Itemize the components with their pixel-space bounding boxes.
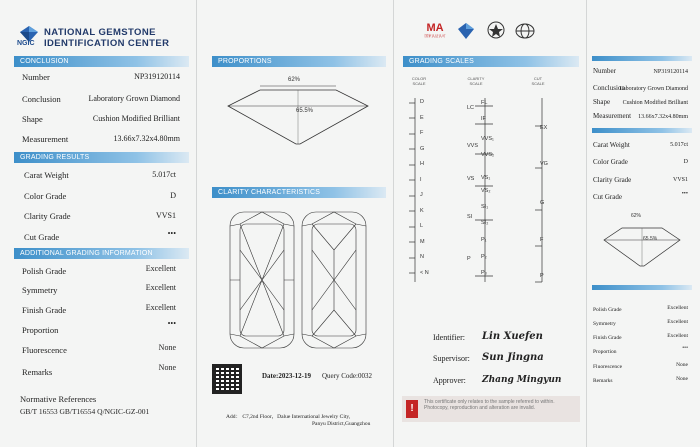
identifier-signature: Lin Xuefen: [482, 331, 543, 342]
card-measurement-label: Measurement: [593, 112, 632, 120]
supervisor-label: Supervisor:: [433, 354, 470, 363]
fold-line: [586, 0, 587, 447]
polish-label: Polish Grade: [22, 266, 67, 276]
approver-signature: Zhang Mingyun: [482, 375, 562, 385]
shape-value: Cushion Modified Brilliant: [92, 114, 180, 123]
section-grading-scales: GRADING SCALES: [403, 56, 579, 67]
card-clarity-label: Clarity Grade: [593, 176, 632, 184]
supervisor-signature: Sun Jingna: [482, 352, 544, 363]
clarity-grade: VS₂: [481, 188, 491, 194]
number-label: Number: [22, 72, 50, 82]
card-finish-label: Finish Grade: [593, 335, 622, 341]
measurement-value: 13.66x7.32x4.80mm: [113, 134, 180, 143]
fluorescence-value: None: [158, 343, 176, 352]
notice-box: [402, 396, 580, 422]
number-value: NP319120114: [134, 72, 180, 81]
color-grade: E: [420, 114, 424, 121]
card-shape-label: Shape: [593, 98, 611, 106]
section-proportions: PROPORTIONS: [212, 56, 386, 67]
section-clarity: CLARITY CHARACTERISTICS: [212, 187, 386, 198]
symmetry-value: Excellent: [145, 283, 176, 292]
clarity-grade: IF: [481, 116, 486, 122]
address-line1: Add： C7,2nd Floor，Dalue International Jewelry City,: [226, 414, 351, 420]
proportion-label: Proportion: [22, 325, 59, 335]
cut-scale-caption: CUT SCALE: [531, 76, 545, 86]
depth-percent: 65.5%: [296, 108, 314, 114]
normative-refs: GB/T 16553 GB/T16554 Q/NGIC-GZ-001: [20, 407, 150, 416]
conclusion-value: Laboratory Grown Diamond: [88, 94, 180, 103]
normative-title: Normative References: [20, 394, 97, 404]
color-grade: M: [420, 238, 425, 245]
clarity-grade: VVS₂: [481, 152, 495, 158]
clarity-grade: P₃: [481, 270, 487, 276]
fold-line: [196, 0, 197, 447]
address-line2: Panyu District,Guangzhou: [312, 421, 371, 427]
clarity-group: LC: [467, 105, 475, 111]
clarity-group: VS: [467, 176, 475, 182]
clarity-scale-caption: CLARITY SCALE: [467, 76, 485, 86]
card-polish-label: Polish Grade: [593, 307, 622, 313]
ma-badge-icon: MA 国家认证认可: [424, 22, 446, 38]
carat-label: Carat Weight: [24, 170, 69, 180]
color-value: D: [170, 191, 176, 200]
card-symmetry: Excellent: [667, 319, 688, 325]
section-grading-results: GRADING RESULTS: [14, 152, 189, 163]
card-cut-label: Cut Grade: [593, 193, 622, 201]
clarity-grade: SI₂: [481, 220, 489, 226]
color-scale-caption: COLOR SCALE: [411, 76, 427, 86]
query-code: Query Code:0032: [322, 372, 372, 380]
remarks-value: None: [158, 363, 176, 372]
notice-text: This certificate only relates to the sample referred to within. Photocopy, reproduction and alteration are invalid.: [424, 399, 555, 411]
cut-grade: EX: [540, 125, 548, 131]
section-conclusion: CONCLUSION: [14, 56, 189, 67]
card-depth-percent: 65.5%: [643, 236, 658, 242]
conclusion-label: Conclusion: [22, 94, 61, 104]
cut-grade: P: [540, 273, 544, 279]
color-grade: F: [420, 130, 424, 136]
clarity-group: P: [467, 256, 471, 262]
card-remarks-label: Remarks: [593, 378, 613, 384]
card-finish: Excellent: [667, 333, 688, 339]
symmetry-label: Symmetry: [22, 285, 58, 295]
card-number: NP319120114: [653, 69, 688, 75]
cut-value: •••: [167, 229, 176, 238]
card-mid-bar: [592, 128, 692, 133]
card-symmetry-label: Symmetry: [593, 321, 616, 327]
color-label: Color Grade: [24, 191, 67, 201]
fluorescence-label: Fluorescence: [22, 345, 67, 355]
card-measurement: 13.66x7.32x4.80mm: [638, 114, 688, 120]
warning-icon: !: [406, 400, 418, 418]
card-top-bar: [592, 56, 692, 61]
cut-grade: G: [540, 200, 545, 206]
finish-value: Excellent: [145, 303, 176, 312]
color-grade: J: [420, 192, 423, 198]
logo-text: NGIC: [17, 40, 35, 47]
card-color-label: Color Grade: [593, 158, 628, 166]
card-conclusion: Laboratory Grown Diamond: [619, 86, 688, 92]
card-fluorescence-label: Fluorescence: [593, 364, 623, 370]
color-grade: G: [420, 145, 425, 152]
card-conclusion-label: Conclusion: [593, 84, 625, 92]
card-cut: •••: [681, 191, 688, 197]
table-percent: 62%: [288, 77, 301, 83]
grading-scale-lines: [405, 96, 555, 286]
clarity-grade: SI₁: [481, 204, 489, 210]
card-clarity: VVS1: [672, 177, 688, 183]
color-grade: K: [420, 207, 424, 214]
color-grade: L: [420, 223, 424, 229]
card-color: D: [683, 159, 688, 165]
fold-line: [393, 0, 394, 447]
color-grade: N: [420, 254, 424, 260]
card-carat-label: Carat Weight: [593, 141, 630, 149]
card-fluorescence: None: [676, 362, 688, 368]
finish-label: Finish Grade: [22, 305, 67, 315]
card-proportion: •••: [682, 345, 688, 351]
cut-grade: F: [540, 237, 544, 243]
card-polish: Excellent: [667, 305, 688, 311]
clarity-value: VVS1: [155, 211, 176, 220]
clarity-label: Clarity Grade: [24, 211, 71, 221]
color-grade: I: [420, 176, 422, 183]
card-proportion-label: Proportion: [593, 349, 617, 355]
diamond-badge-icon: [457, 22, 475, 40]
clarity-grade: P₂: [481, 254, 487, 260]
identifier-label: Identifier:: [433, 333, 465, 342]
remarks-label: Remarks: [22, 367, 53, 377]
clarity-grade: FL: [481, 100, 488, 106]
clarity-group: SI: [467, 214, 473, 220]
proportion-value: •••: [167, 319, 176, 328]
date-text: Date:2023-12-19: [262, 372, 311, 380]
color-grade: < N: [420, 269, 429, 276]
color-grade: H: [420, 161, 424, 167]
clarity-group: VVS: [467, 143, 479, 149]
card-proportions-diagram: [600, 218, 684, 268]
globe-badge-icon: [515, 22, 535, 40]
approver-label: Approver:: [433, 376, 466, 385]
card-remarks: None: [676, 376, 688, 382]
measurement-label: Measurement: [22, 134, 69, 144]
card-carat: 5.017ct: [670, 142, 688, 148]
shape-label: Shape: [22, 114, 43, 124]
qr-code-icon: [212, 364, 242, 394]
star-badge-icon: [487, 20, 505, 40]
institution-title: NATIONAL GEMSTONE IDENTIFICATION CENTER: [44, 27, 170, 49]
section-additional: ADDITIONAL GRADING INFORMATION: [14, 248, 189, 259]
carat-value: 5.017ct: [152, 170, 176, 179]
clarity-grade: P₁: [481, 237, 487, 243]
clarity-grade: VVS₁: [481, 136, 494, 142]
cut-grade: VG: [540, 161, 548, 167]
card-table-percent: 62%: [631, 213, 642, 219]
clarity-grade: VS₁: [481, 175, 491, 181]
card-shape: Cushion Modified Brilliant: [622, 100, 688, 106]
card-lower-bar: [592, 285, 692, 290]
card-number-label: Number: [593, 67, 616, 75]
polish-value: Excellent: [145, 264, 176, 273]
cut-label: Cut Grade: [24, 232, 60, 242]
color-grade: D: [420, 99, 424, 105]
clarity-plot-diagram: [228, 210, 378, 350]
